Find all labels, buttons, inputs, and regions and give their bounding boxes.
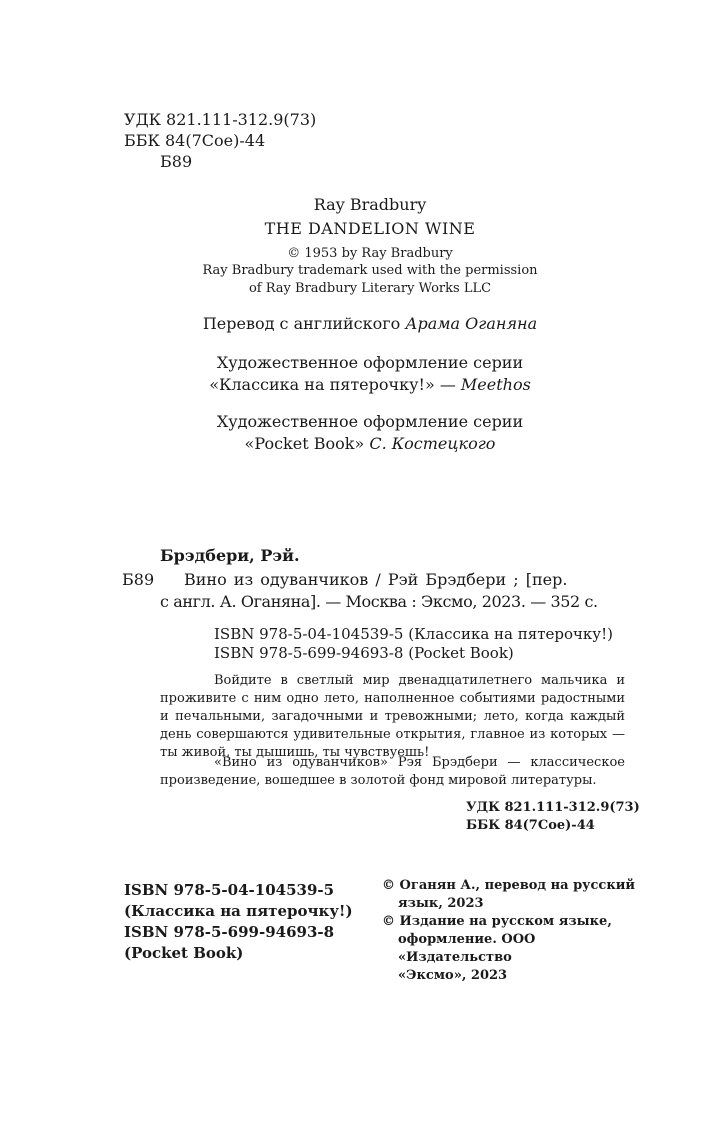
bottom-isbn-line: (Классика на пятерочку!): [124, 902, 353, 920]
design1-line2: [120, 374, 620, 395]
copyright2-line2: оформление. ООО «Издательство: [398, 932, 536, 965]
translator-name: Арама Оганяна: [405, 314, 538, 333]
design2-series: «Pocket Book»: [244, 434, 365, 453]
copyright1-line1: © Оганян А., перевод на русский: [382, 878, 635, 893]
catalog-bbk: ББК 84(7Сое)-44: [466, 818, 595, 833]
translation-prefix: Перевод с английского: [202, 314, 401, 333]
copyright2-line1: © Издание на русском языке,: [382, 914, 612, 929]
catalog-heading: Брэдбери, Рэй.: [160, 546, 300, 565]
bottom-isbn-block: [124, 880, 353, 964]
catalog-mark: Б89: [122, 570, 155, 589]
original-author: Ray Bradbury: [313, 195, 427, 214]
bottom-isbn-line: ISBN 978-5-699-94693-8: [124, 923, 335, 941]
design1-line1: Художественное оформление серии: [216, 353, 524, 372]
top-udk: УДК 821.111-312.9(73): [124, 110, 317, 129]
bottom-isbn-line: ISBN 978-5-04-104539-5: [124, 881, 335, 899]
annotation-p2: «Вино из одуванчиков» Рэя Брэдбери — классическое произведение, вошедшее в золотой фонд мировой литературы.: [160, 755, 625, 788]
catalog-isbn1: ISBN 978-5-04-104539-5 (Классика на пятерочку!): [214, 625, 614, 643]
copyright1-line2: язык, 2023: [398, 896, 484, 911]
design2-line2: [120, 433, 620, 454]
bottom-copyrights: [382, 877, 642, 985]
copyright2-line3: «Эксмо», 2023: [398, 968, 508, 983]
original-copyright: © 1953 by Ray Bradbury: [287, 246, 453, 261]
catalog-udk: УДК 821.111-312.9(73): [466, 800, 640, 815]
top-bbk: ББК 84(7Сое)-44: [124, 131, 266, 150]
design1-series: «Классика на пятерочку!» —: [209, 375, 456, 394]
catalog-entry-line2: с англ. А. Оганяна]. — Москва : Эксмо, 2023. — 352 с.: [160, 592, 598, 611]
design2-line1: Художественное оформление серии: [216, 412, 524, 431]
design2-artist: С. Костецкого: [369, 434, 496, 453]
annotation-p1: Войдите в светлый мир двенадцатилетнего мальчика и проживите с ним одно лето, наполненное событиями радостными и печальными, загадочными и тревожными; лето, когда каждый день совершаются удивительные открытия, главное из которых — ты живой, ты дышишь, ты чувствуешь!: [160, 673, 625, 760]
trademark-line2: of Ray Bradbury Literary Works LLC: [248, 281, 492, 296]
catalog-entry-line1: Вино из одуванчиков / Рэй Брэдбери ; [пер.: [184, 570, 568, 589]
top-author-mark: Б89: [160, 152, 193, 171]
design1-artist: Meethos: [460, 375, 531, 394]
original-title: THE DANDELION WINE: [264, 219, 476, 238]
bottom-isbn-line: (Pocket Book): [124, 944, 244, 962]
trademark-line1: Ray Bradbury trademark used with the permission: [202, 263, 538, 278]
translation-credit: [120, 313, 620, 334]
catalog-isbn2: ISBN 978-5-699-94693-8 (Pocket Book): [214, 644, 514, 662]
